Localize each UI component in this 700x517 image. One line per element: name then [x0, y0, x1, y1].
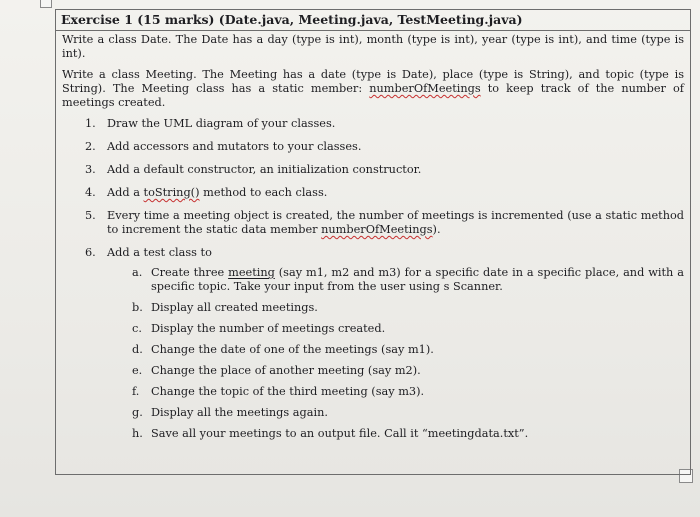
list-number: 4. [85, 186, 96, 199]
sub-item-underlined: meeting [228, 266, 275, 279]
list-item-text-end: method to each class. [199, 186, 328, 199]
sub-list-item [110, 322, 684, 336]
list-number: 2. [85, 140, 96, 153]
list-number: 1. [85, 117, 96, 130]
date-class-paragraph: Write a class Date. The Date has a day (type is int), month (type is int), year (type is int), and time (type is int). [62, 33, 684, 60]
sub-list-item [110, 364, 684, 378]
sub-list-letter: a. [132, 266, 143, 279]
list-item [62, 140, 684, 154]
sub-item-text: Display all created meetings. [151, 301, 318, 314]
sub-item-text-end: (say m1, m2 and m3) for a specific date in a specific place, and with a specific topic. Take your input from the user using s Scanner. [151, 266, 684, 293]
task-list [62, 117, 684, 441]
list-item-text: Add a test class to [107, 246, 212, 259]
exercise-table [55, 9, 691, 475]
sub-list-item [110, 301, 684, 315]
sub-list-item [110, 427, 684, 441]
list-item-text-end: ). [432, 223, 441, 236]
list-item [62, 117, 684, 131]
sub-list-item [110, 266, 684, 294]
list-item [62, 246, 684, 441]
list-item-text: Add accessors and mutators to your classes. [107, 140, 362, 153]
sub-item-text: Save all your meetings to an output file. Call it “meetingdata.txt”. [151, 427, 529, 440]
sub-item-text: Change the topic of the third meeting (say m3). [151, 385, 425, 398]
exercise-title: Exercise 1 (15 marks) (Date.java, Meeting.java, TestMeeting.java) [56, 10, 690, 31]
sub-list-letter: c. [132, 322, 142, 335]
sub-list-letter: f. [132, 385, 140, 398]
exercise-content [62, 33, 684, 450]
sub-item-text: Create three [151, 266, 229, 279]
sub-list-letter: d. [132, 343, 143, 356]
static-member-name: numberOfMeetings [369, 82, 481, 95]
list-item [62, 163, 684, 177]
list-item-text: Add a default constructor, an initialization constructor. [107, 163, 422, 176]
list-number: 6. [85, 246, 96, 259]
meeting-class-paragraph [62, 68, 684, 110]
sub-list-letter: g. [132, 406, 143, 419]
meeting-paragraph-text-end: to keep track of the number of meetings created. [62, 82, 684, 109]
test-subtask-list [62, 266, 684, 441]
sub-item-text: Display the number of meetings created. [151, 322, 386, 335]
meeting-paragraph-text: Write a class Meeting. The Meeting has a date (type is Date), place (type is String), and topic (type is String). The Meeting class has a static member: [62, 68, 684, 95]
list-item [62, 209, 684, 237]
sub-list-item [110, 343, 684, 357]
list-item-text: Draw the UML diagram of your classes. [107, 117, 336, 130]
table-corner-handle[interactable] [40, 0, 52, 8]
sub-list-item [110, 406, 684, 420]
static-member-name: numberOfMeetings [321, 223, 433, 236]
list-item-text: Every time a meeting object is created, the number of meetings is incremented (use a static method to increment the static data member [107, 209, 684, 236]
method-name: toString() [143, 186, 200, 199]
list-number: 5. [85, 209, 96, 222]
sub-list-letter: b. [132, 301, 143, 314]
sub-item-text: Change the date of one of the meetings (say m1). [151, 343, 434, 356]
sub-item-text: Change the place of another meeting (say m2). [151, 364, 421, 377]
list-item-text: Add a [107, 186, 144, 199]
list-number: 3. [85, 163, 96, 176]
sub-list-letter: h. [132, 427, 143, 440]
sub-list-item [110, 385, 684, 399]
list-item [62, 186, 684, 200]
sub-list-letter: e. [132, 364, 143, 377]
sub-item-text: Display all the meetings again. [151, 406, 328, 419]
